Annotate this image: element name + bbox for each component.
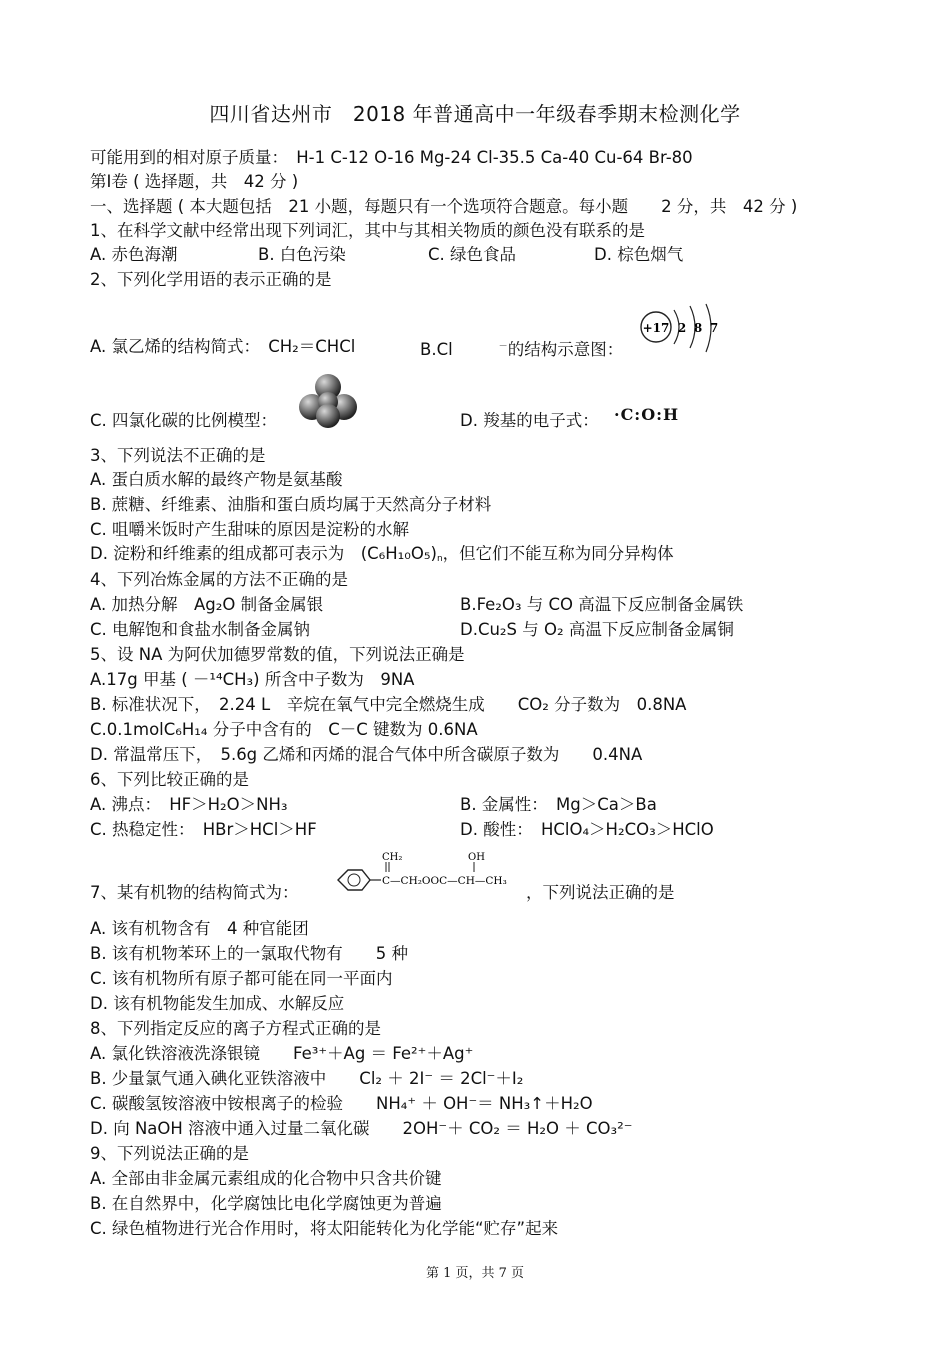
q9-option-a: A. 全部由非金属元素组成的化合物中只含共价键 [90,1169,442,1188]
atom-nucleus: +17 [642,321,670,335]
q9-option-c: C. 绿色植物进行光合作用时，将太阳能转化为化学能“贮存”起来 [90,1219,559,1238]
shell-3-count: 7 [709,321,719,335]
organic-structure-formula [328,848,528,898]
q7-stem-pre: 7、某有机物的结构简式为： [90,883,299,902]
q3-d-post: ，但它们不能互称为同分异构体 [442,544,674,563]
q5-option-b: B. 标准状况下， 2.24 L 辛烷在氧气中完全燃烧生成 CO₂ 分子数为 0.8NA [90,695,687,714]
q7-option-a: A. 该有机物含有 4 种官能团 [90,919,309,938]
part-heading: 第Ⅰ卷 ( 选择题，共 42 分 ) [90,172,299,191]
q6-option-d: D. 酸性： HClO₄＞H₂CO₃＞HClO [460,820,714,839]
q7-option-b: B. 该有机物苯环上的一氯取代物有 5 种 [90,944,409,963]
q3-option-d [90,543,674,570]
q2-option-a: A. 氯乙烯的结构简式： CH₂＝CHCl [90,337,356,356]
q7-stem-post: ，下列说法正确的是 [526,883,675,902]
page-footer: 第 1 页，共 7 页 [425,1266,525,1281]
q9-stem: 9、下列说法正确的是 [90,1144,249,1163]
q1-option-d: D. 棕色烟气 [594,245,684,264]
hydroxyl-oh: OH [468,852,485,863]
q4-stem: 4、下列冶炼金属的方法不正确的是 [90,570,348,589]
q2-option-b [420,336,623,361]
q8-option-d: D. 向 NaOH 溶液中通入过量二氧化碳 2OH⁻＋ CO₂ ＝ H₂O ＋ CO₃²⁻ [90,1119,633,1138]
q4-option-b: B.Fe₂O₃ 与 CO 高温下反应制备金属铁 [460,595,744,614]
q3-option-a: A. 蛋白质水解的最终产物是氨基酸 [90,470,343,489]
q5-stem: 5、设 NA 为阿伏加德罗常数的值，下列说法正确是 [90,645,465,664]
carboxyl-electron-formula: ·C:O:H [614,405,680,424]
q3-stem: 3、下列说法不正确的是 [90,446,266,465]
q8-stem: 8、下列指定反应的离子方程式正确的是 [90,1019,381,1038]
q8-option-a: A. 氯化铁溶液洗涤银镜 Fe³⁺＋Ag ＝ Fe²⁺＋Ag⁺ [90,1044,474,1063]
q1-option-b: B. 白色污染 [258,245,346,264]
q2-b-pre: B.Cl [420,340,453,359]
q3-d-pre: D. 淀粉和纤维素的组成都可表示为 (C₆H₁₀O₅) [90,544,437,563]
q5-option-d: D. 常温常压下， 5.6g 乙烯和丙烯的混合气体中所含碳原子数为 0.4NA [90,745,643,764]
q8-option-b: B. 少量氯气通入碘化亚铁溶液中 Cl₂ ＋ 2I⁻ ＝ 2Cl⁻＋I₂ [90,1069,524,1088]
q1-option-a: A. 赤色海潮 [90,245,178,264]
q2-option-c: C. 四氯化碳的比例模型： [90,411,278,430]
q6-option-b: B. 金属性： Mg＞Ca＞Ba [460,795,657,814]
q2-b-post: 的结构示意图： [507,340,624,359]
main-chain: C—CH₂OOC—CH—CH₃ [382,875,507,887]
q2-stem: 2、下列化学用语的表示正确的是 [90,270,332,289]
q3-option-c: C. 咀嚼米饭时产生甜味的原因是淀粉的水解 [90,520,410,539]
ccl4-space-filling-model [296,372,360,430]
q6-stem: 6、下列比较正确的是 [90,770,249,789]
q1-stem: 1、在科学文献中经常出现下列词汇，其中与其相关物质的颜色没有联系的是 [90,221,645,240]
chlorine-ion-structure-diagram [636,302,722,356]
q3-option-b: B. 蔗糖、纤维素、油脂和蛋白质均属于天然高分子材料 [90,495,492,514]
page-title: 四川省达州市 2018 年普通高中一年级春季期末检测化学 [209,102,741,126]
q7-option-c: C. 该有机物所有原子都可能在同一平面内 [90,969,393,988]
atomic-masses: 可能用到的相对原子质量： H-1 C-12 O-16 Mg-24 Cl-35.5 Ca-40 Cu-64 Br-80 [90,148,693,167]
shell-1-count: 2 [677,321,687,335]
q6-option-c: C. 热稳定性： HBr＞HCl＞HF [90,820,317,839]
q2-b-sup: － [498,342,508,352]
section-heading: 一、选择题 ( 本大题包括 21 小题，每题只有一个选项符合题意。每小题 2 分，共 42 分 ) [90,197,798,216]
q5-option-a: A.17g 甲基 ( －¹⁴CH₃) 所含中子数为 9NA [90,670,415,689]
q3-d-sub: n [436,554,443,564]
q7-option-d: D. 该有机物能发生加成、水解反应 [90,994,345,1013]
vinyl-ch2: CH₂ [382,852,403,863]
q2-option-d: D. 羧基的电子式： [460,411,599,430]
shell-2-count: 8 [693,321,703,335]
q5-option-c: C.0.1molC₆H₁₄ 分子中含有的 C－C 键数为 0.6NA [90,720,478,739]
q4-option-c: C. 电解饱和食盐水制备金属钠 [90,620,311,639]
q6-option-a: A. 沸点： HF＞H₂O＞NH₃ [90,795,288,814]
q1-option-c: C. 绿色食品 [428,245,517,264]
q4-option-d: D.Cu₂S 与 O₂ 高温下反应制备金属铜 [460,620,734,639]
q8-option-c: C. 碳酸氢铵溶液中铵根离子的检验 NH₄⁺ ＋ OH⁻＝ NH₃↑＋H₂O [90,1094,593,1113]
q4-option-a: A. 加热分解 Ag₂O 制备金属银 [90,595,324,614]
q9-option-b: B. 在自然界中，化学腐蚀比电化学腐蚀更为普遍 [90,1194,442,1213]
